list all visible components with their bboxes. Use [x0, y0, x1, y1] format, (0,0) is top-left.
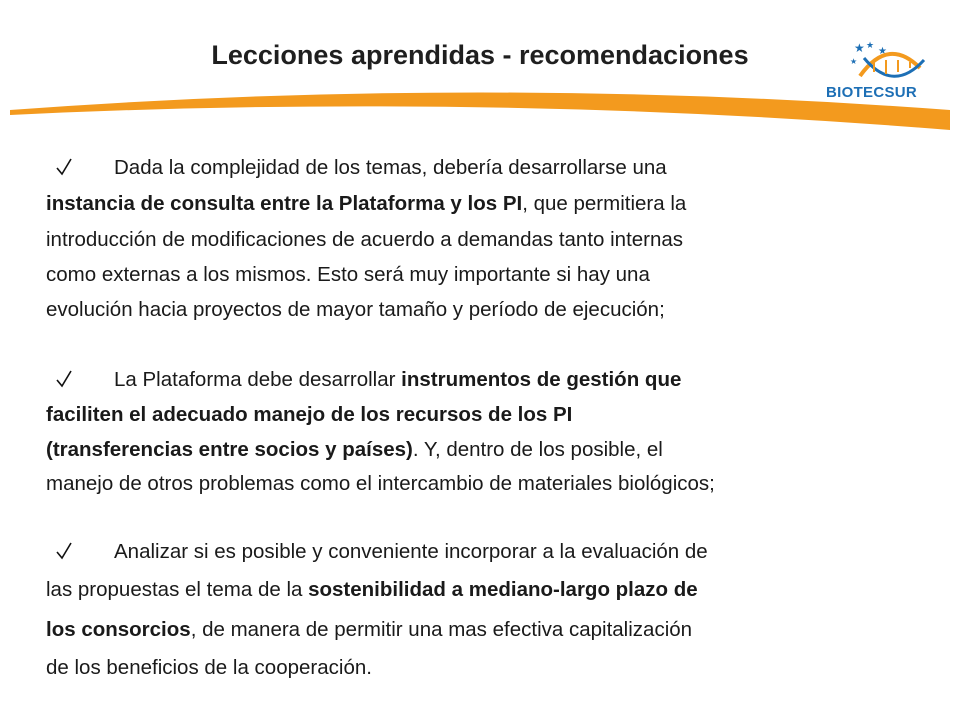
- checkmark-icon: [56, 370, 72, 388]
- bullet-line: Analizar si es posible y conveniente incorporar a la evaluación de: [46, 540, 708, 564]
- bullet-line: instancia de consulta entre la Plataforma y los PI, que permitiera la: [46, 192, 687, 215]
- slide-title: Lecciones aprendidas - recomendaciones: [211, 40, 749, 70]
- svg-text:★: ★: [850, 57, 858, 66]
- bullet-line: (transferencias entre socios y países). Y, dentro de los posible, el: [46, 438, 663, 461]
- bullet-line: La Plataforma debe desarrollar instrumentos de gestión que: [46, 368, 681, 392]
- bullet-line: de los beneficios de la cooperación.: [46, 656, 372, 679]
- bullet-line: introducción de modificaciones de acuerdo a demandas tanto internas: [46, 228, 684, 251]
- checkmark-icon: [56, 542, 72, 560]
- header-swoosh: [0, 70, 960, 140]
- logo-text: BIOTECSUR: [826, 84, 918, 101]
- bullet-line: como externas a los mismos. Esto será muy importante si hay una: [46, 263, 650, 286]
- checkmark-icon: [56, 158, 72, 176]
- bullet-line: los consorcios, de manera de permitir una mas efectiva capitalización: [46, 618, 693, 641]
- svg-text:★: ★: [854, 41, 865, 55]
- bullet-line: manejo de otros problemas como el intercambio de materiales biológicos;: [46, 472, 715, 495]
- bullet-line: faciliten el adecuado manejo de los recursos de los PI: [46, 403, 573, 426]
- bullet-line: Dada la complejidad de los temas, debería desarrollarse una: [46, 156, 667, 180]
- svg-text:★: ★: [878, 46, 887, 57]
- bullet-line: evolución hacia proyectos de mayor tamaño y período de ejecución;: [46, 298, 665, 321]
- bullet-line: las propuestas el tema de la sostenibilidad a mediano-largo plazo de: [46, 578, 698, 601]
- svg-text:★: ★: [866, 40, 875, 50]
